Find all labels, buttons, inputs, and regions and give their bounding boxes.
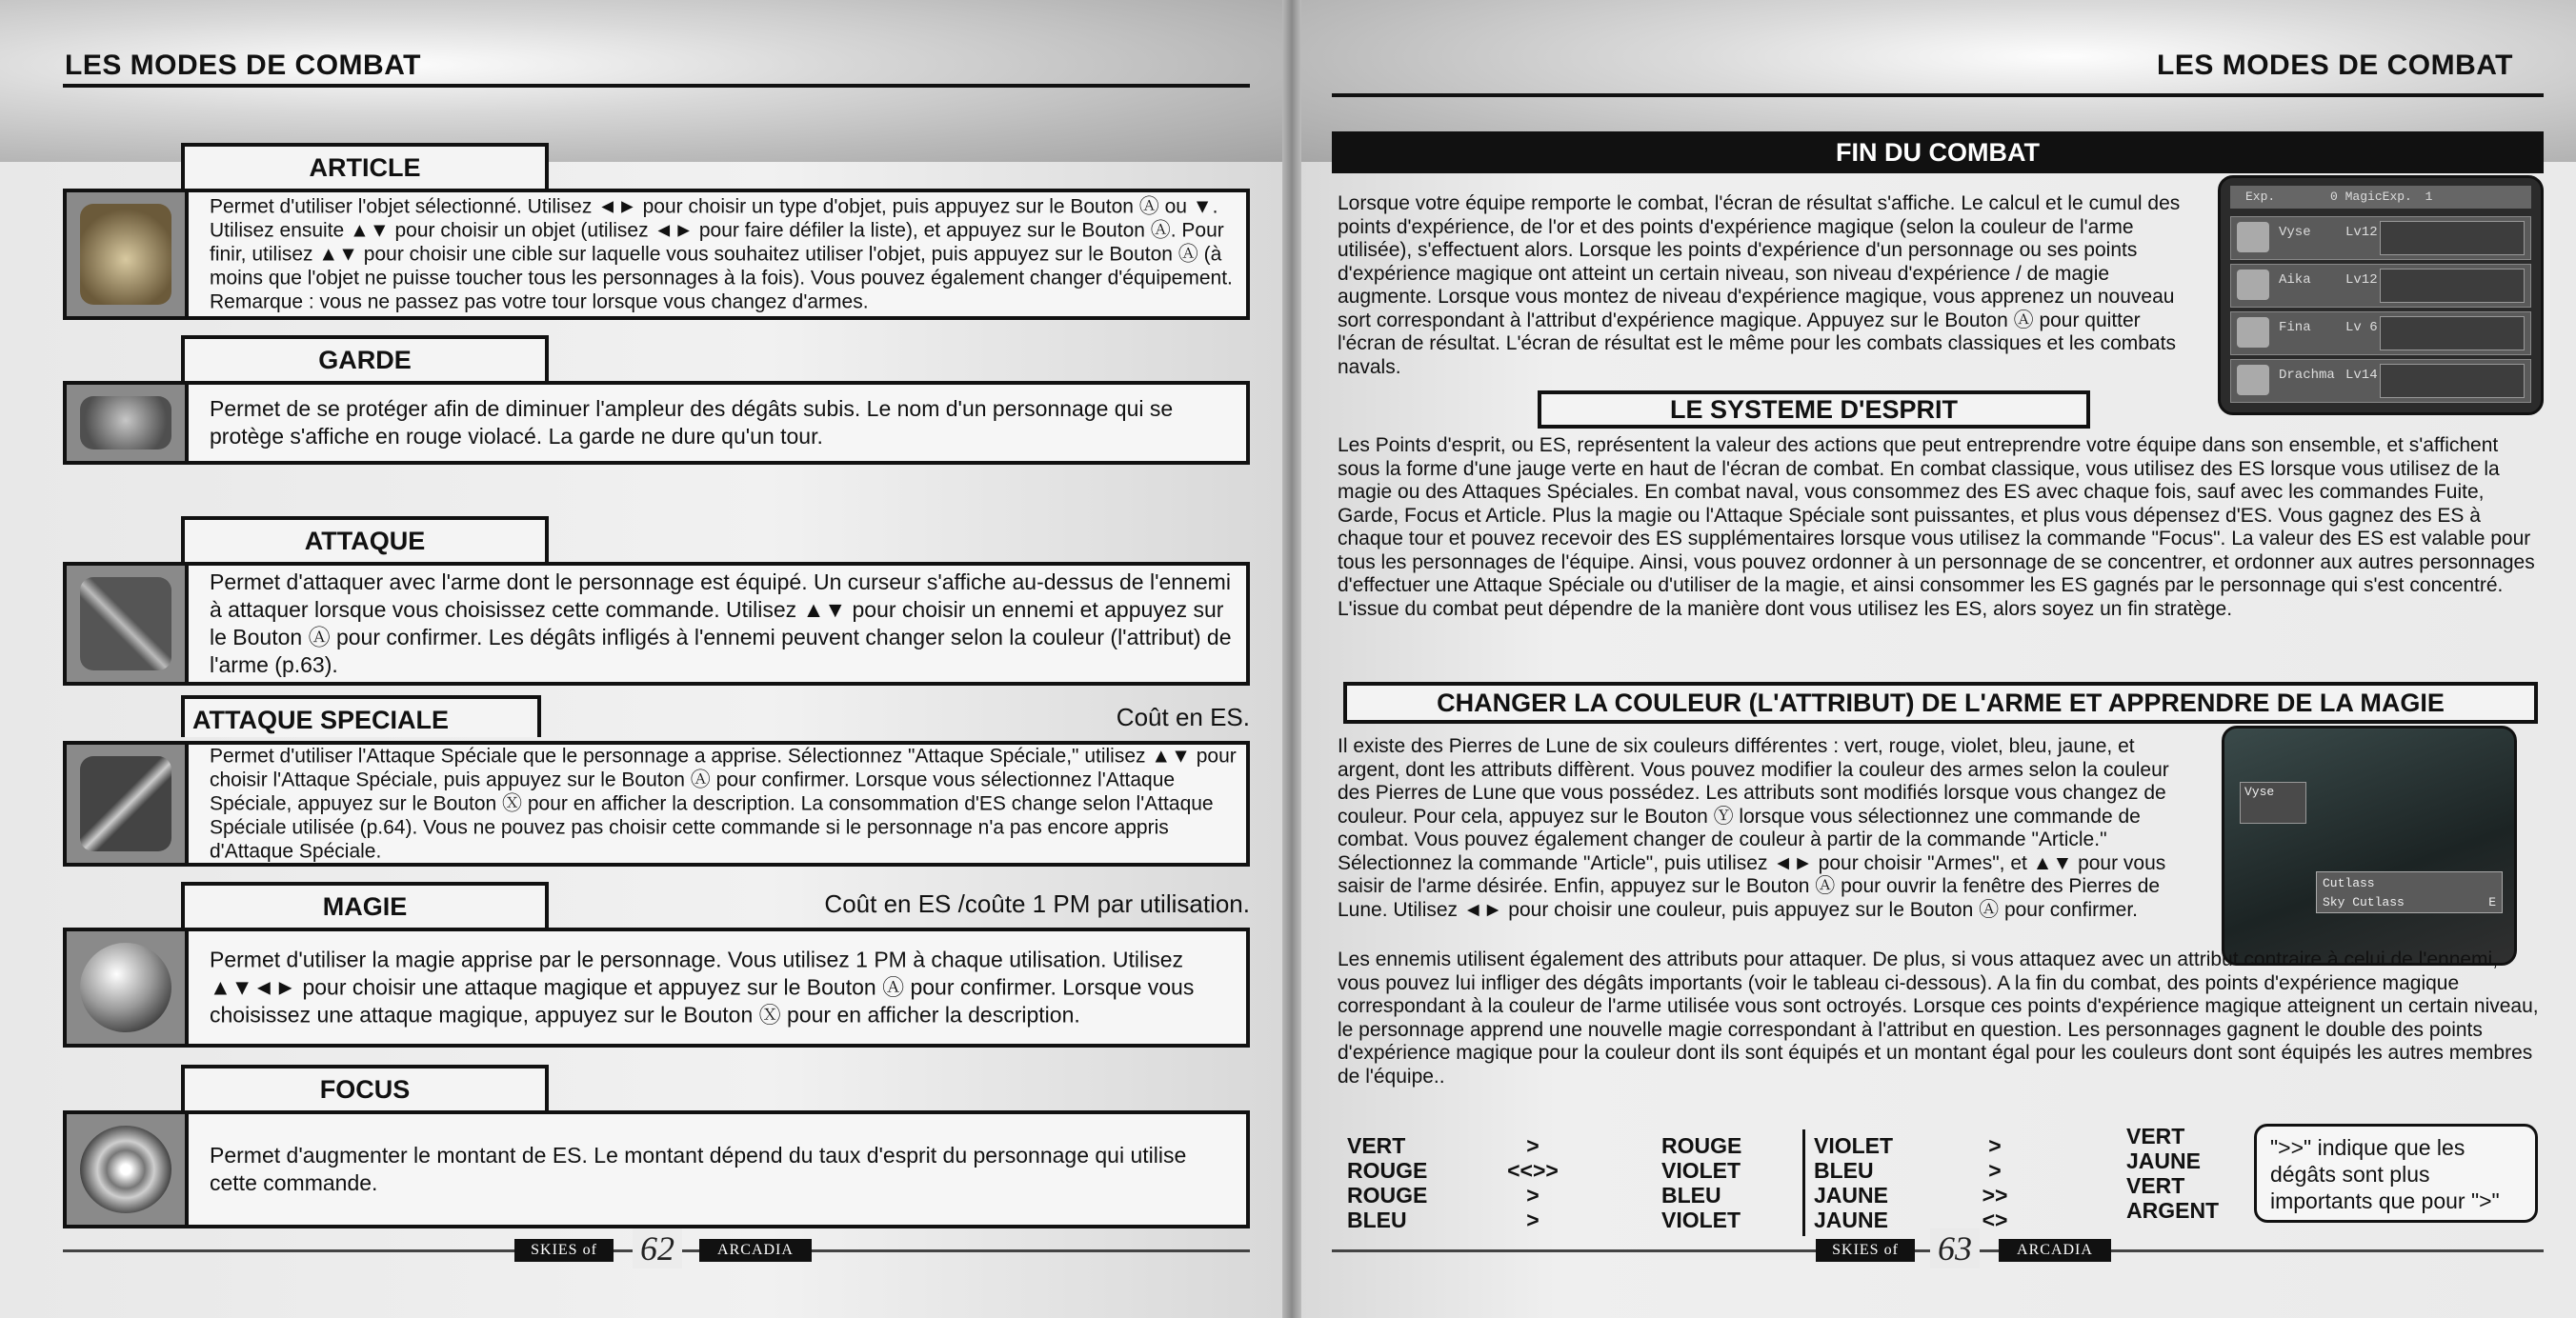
section-text: Permet d'utiliser l'Attaque Spéciale que le personnage a apprise. Sélectionnez "Attaque Spéciale," utilisez ▲▼ pour choisir l'Attaque Spéciale, puis appuyez sur le Bouton Ⓐ pour confirmer. Lorsque vous sélectionnez l'Attaque Spéciale, appuyez sur le Bouton Ⓧ pour en afficher la description. La consommation d'ES change selon l'Attaque Spéciale utilisée (p.64). Vous ne pouvez pas choisir cette commande si le personnage n'a pas encore appris d'Attaque Spéciale.: [210, 745, 1237, 863]
section-body: [63, 741, 1250, 867]
brand-right: ARCADIA: [1999, 1239, 2111, 1262]
page-number: 63: [1930, 1228, 1980, 1268]
section-title: GARDE: [181, 335, 549, 381]
portrait: [2237, 317, 2269, 348]
section-text: Permet de se protéger afin de diminuer l'ampleur des dégâts subis. Le nom d'un personnage qui se protège s'affiche en rouge violacé. La garde ne dure qu'un tour.: [210, 396, 1174, 449]
result-screenshot: [2218, 175, 2544, 415]
fin-text: Lorsque votre équipe remporte le combat, l'écran de résultat s'affiche. Le calcul et le cumul des points d'expérience, de l'or et des points d'expérience magique (selon la couleur de l'arme utilisée), s'effectuent alors. Lorsque les points d'expérience d'un personnage ou ses points d'expérience magique ont atteint un certain niveau, son niveau d'expérience / de magie augmente. Lorsque vous montez de niveau d'expérience magique, vous apprenez un nouveau sort correspondant à l'attribut d'expérience magique. Appuyez sur le Bouton Ⓐ pour quitter l'écran de résultat. L'écran de résultat est le même pour les combats classiques et les combats navals.: [1338, 192, 2181, 378]
brand-left: SKIES of: [514, 1239, 614, 1262]
exp-box: [2380, 269, 2525, 303]
header-rule: [1332, 93, 2544, 97]
page-header: LES MODES DE COMBAT: [2157, 50, 2513, 81]
attr-table-b-col2: > > >> <>: [1982, 1133, 2008, 1232]
section-garde: [63, 335, 1250, 463]
couleur-text-1: Il existe des Pierres de Lune de six couleurs différentes : vert, rouge, violet, bleu, jaune, et argent, dont les attributs diffèrent. Vous pouvez modifier la couleur des armes selon la couleur des Pierres de Lune que vous possédez. Les attributs sont modifiés lorsque vous changez de couleur. Pour cela, appuyez sur le Bouton Ⓨ lorsque vous sélectionnez une commande de combat. Vous pouvez également changer de couleur à partir de la commande "Article." Sélectionnez la commande "Article", puis utilisez ◄► pour choisir "Armes", et ▲▼ pour vous saisir de l'arme désirée. Enfin, appuyez sur le Bouton Ⓐ pour ouvrir la fenêtre des Pierres de Lune. Utilisez ◄► pour choisir une couleur, puis appuyez sur le Bouton Ⓐ pour confirmer.: [1338, 735, 2169, 921]
page-62: [0, 0, 1282, 1318]
item-bag-icon: [67, 192, 189, 316]
section-attaque-speciale: [63, 695, 1250, 865]
exp-box: [2380, 316, 2525, 350]
attr-table-a-col2: > <<>> > >: [1507, 1133, 1559, 1232]
section-title-couleur: CHANGER LA COULEUR (L'ATTRIBUT) DE L'ARME ET APPRENDRE DE LA MAGIE: [1343, 682, 2538, 724]
table-divider: [1802, 1129, 1805, 1236]
exp-box: [2380, 221, 2525, 255]
focus-burst-icon: [67, 1114, 189, 1225]
weapon-list: Cutlass Sky Cutlass E: [2316, 871, 2503, 913]
section-body: [63, 928, 1250, 1048]
weapon-screenshot: [2222, 726, 2517, 966]
portrait: [2237, 365, 2269, 395]
portrait: [2237, 270, 2269, 300]
section-text: Permet d'utiliser la magie apprise par le personnage. Vous utilisez 1 PM à chaque utilisation. Utilisez ▲▼◄► pour choisir une attaque magique et appuyez sur le Bouton Ⓐ pour confirmer. Lorsque vous choisissez une attaque magique, appuyez sur le Bouton Ⓧ pour en afficher la description.: [210, 947, 1195, 1028]
section-cost: Coût en ES /coûte 1 PM par utilisation.: [824, 889, 1250, 918]
result-topbar: Exp. 0 MagicExp. 1: [2230, 186, 2531, 209]
section-title: FOCUS: [181, 1065, 549, 1110]
note-box: ">>" indique que les dégâts sont plus importants que pour ">": [2254, 1124, 2538, 1223]
section-attaque: [63, 516, 1250, 686]
shield-icon: [67, 385, 189, 461]
section-article: [63, 143, 1250, 320]
result-row: Aika Lv12: [2230, 264, 2531, 308]
page-footer: [0, 1229, 1282, 1268]
page-63: [1301, 0, 2576, 1318]
book-gutter: [1282, 0, 1301, 1318]
section-text: Permet d'utiliser l'objet sélectionné. Utilisez ◄► pour choisir un type d'objet, puis appuyez sur le Bouton Ⓐ ou ▼. Utilisez ensuite ▲▼ pour choisir un objet (utilisez ◄► pour faire défiler la liste), et appuyez sur le Bouton Ⓐ. Pour finir, utilisez ▲▼ pour choisir une cible sur laquelle vous souhaitez utiliser l'objet, puis appuyez sur le Bouton Ⓐ (à moins que l'objet ne puisse toucher tous les personnages à la fois). Vous pouvez également changer d'équipement. Remarque : vous ne passez pas votre tour lorsque vous changez d'armes.: [210, 195, 1233, 313]
special-swords-icon: [67, 745, 189, 863]
portrait: [2237, 222, 2269, 252]
section-title: ATTAQUE SPECIALE: [181, 695, 541, 737]
section-title-esprit: LE SYSTEME D'ESPRIT: [1538, 390, 2090, 429]
section-focus: [63, 1065, 1250, 1230]
section-text: Permet d'attaquer avec l'arme dont le personnage est équipé. Un curseur s'affiche au-dessus de l'ennemi à attaquer lorsque vous choisissez cette commande. Utilisez ▲▼ pour choisir un ennemi et appuyez sur le Bouton Ⓐ pour confirmer. Les dégâts infligés à l'ennemi peuvent changer selon la couleur (l'attribut) de l'arme (p.63).: [210, 569, 1232, 677]
header-rule: [63, 84, 1250, 88]
attr-table-b-col1: VIOLET BLEU JAUNE JAUNE: [1814, 1133, 1894, 1232]
section-body: [63, 189, 1250, 320]
page-number: 62: [633, 1228, 682, 1268]
result-row: Drachma Lv14: [2230, 359, 2531, 403]
result-row: Fina Lv 6: [2230, 311, 2531, 355]
magic-orb-icon: [67, 931, 189, 1044]
section-title: MAGIE: [181, 882, 549, 928]
section-text: Permet d'augmenter le montant de ES. Le montant dépend du taux d'esprit du personnage qui utilise cette commande.: [210, 1143, 1187, 1195]
hp-panel: Vyse: [2240, 782, 2306, 824]
section-cost: Coût en ES.: [1116, 703, 1250, 731]
attr-table-b-col3: VERT JAUNE VERT ARGENT: [2126, 1124, 2220, 1223]
page-header: LES MODES DE COMBAT: [65, 50, 421, 81]
attr-table-a-col3: ROUGE VIOLET BLEU VIOLET: [1661, 1133, 1742, 1232]
attr-table-a-col1: VERT ROUGE ROUGE BLEU: [1347, 1133, 1428, 1232]
section-body: [63, 1110, 1250, 1228]
esprit-text: Les Points d'esprit, ou ES, représentent la valeur des actions que peut entreprendre votre équipe dans son ensemble, et s'affichent sous la forme d'une jauge verte en haut de l'écran de combat. En combat classique, vous utilisez des ES lorsque vous utilisez de la magie ou des Attaques Spéciales. En combat naval, vous consommez des ES avec chaque fois, sauf avec les commandes Fuite, Garde, Focus et Article. Plus la magie ou l'Attaque Spéciale sont puissantes, et plus vous dépensez d'ES. Vous gagnez des ES à chaque tour et pouvez recevoir des ES supplémentaires lorsque vous utilisez la commande "Focus". La valeur des ES est valable pour tous les personnages de l'équipe. Ainsi, vous pouvez ordonner à un personnage de se concentrer, et ordonner aux autres personnages d'effectuer une Attaque Spéciale ou d'utiliser de la magie, et ainsi consommer les ES gagnés par le personnage qui s'est concentré. L'issue du combat peut dépendre de la manière dont vous utilisez les ES, alors soyez un fin stratège.: [1338, 434, 2535, 620]
brand-right: ARCADIA: [699, 1239, 812, 1262]
crossed-swords-icon: [67, 566, 189, 682]
exp-box: [2380, 364, 2525, 398]
page-footer: [1301, 1229, 2576, 1268]
section-title: ATTAQUE: [181, 516, 549, 562]
section-magie: [63, 882, 1250, 1051]
result-row: Vyse Lv12: [2230, 216, 2531, 260]
section-body: [63, 381, 1250, 465]
section-title: ARTICLE: [181, 143, 549, 189]
couleur-text-2: Les ennemis utilisent également des attributs pour attaquer. De plus, si vous attaquez avec un attribut contraire à celui de l'ennemi, vous pouvez lui infliger des dégâts importants (voir le tableau ci-dessous). A la fin du combat, des points d'expérience magique correspondant à la couleur de l'arme utilisée vous sont octroyés. Lorsque ces points d'expérience magique atteignent un certain niveau, le personnage apprend une nouvelle magie correspondant à l'attribut en question. Les personnages gagnent le double des points d'expérience magique pour la couleur dont ils sont équipés et un montant égal pour les couleurs dont sont équipés les autres membres de l'équipe..: [1338, 949, 2539, 1088]
section-body: [63, 562, 1250, 686]
brand-left: SKIES of: [1816, 1239, 1915, 1262]
section-title-fin: FIN DU COMBAT: [1332, 131, 2544, 173]
